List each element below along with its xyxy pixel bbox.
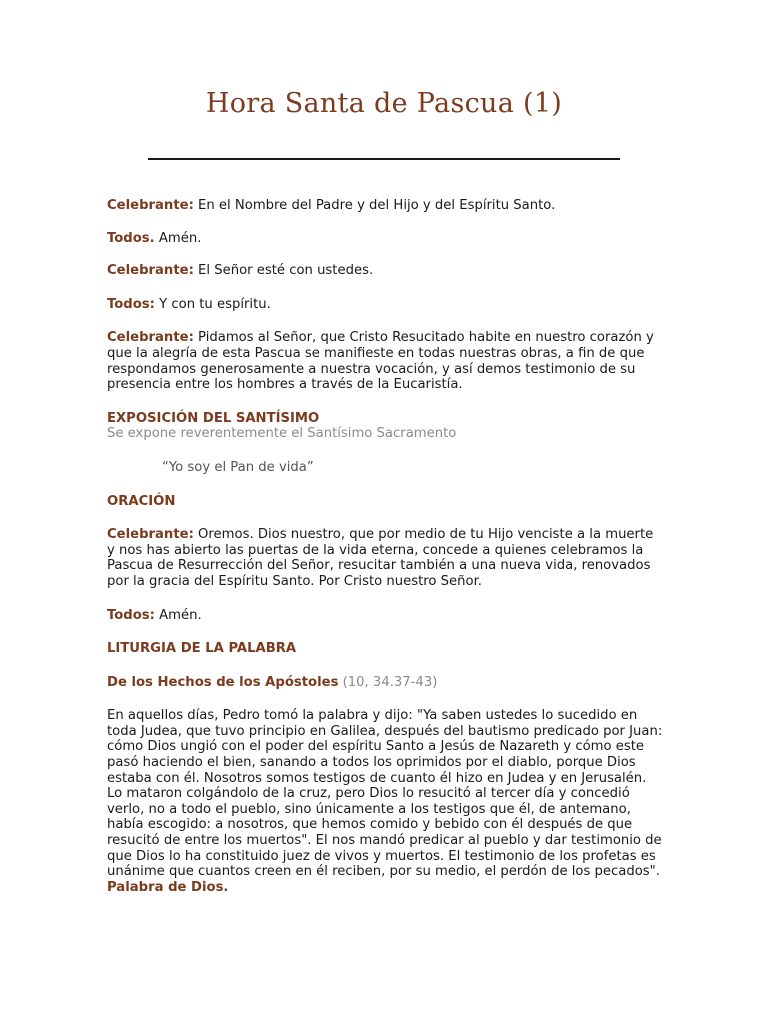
paragraph-celebrante-3 [107, 330, 663, 392]
paragraph-celebrante-4 [107, 527, 663, 589]
section-heading-exposicion: EXPOSICIÓN DEL SANTÍSIMO [107, 410, 320, 426]
title-divider [148, 158, 620, 160]
paragraph-celebrante-2 [107, 263, 663, 279]
paragraph-text: Amén. [154, 230, 202, 246]
paragraph-celebrante-1 [107, 198, 663, 214]
paragraph-text: En el Nombre del Padre y del Hijo y del Espíritu Santo. [193, 198, 556, 213]
paragraph-text: El Señor esté con ustedes. [193, 263, 374, 279]
document-body [107, 198, 663, 895]
speaker-label: Celebrante: [107, 198, 194, 213]
reading-closing: Palabra de Dios. [107, 879, 229, 895]
paragraph-text: Pidamos al Señor, que Cristo Resucitado habite en nuestro corazón y que la alegría de esta Pascua se manifieste en todas nuestras obras, a fin de que respondamos generosamente a nuestra vocación, y así demos testimonio de su presencia entre los hombres a través de la Eucaristía. [107, 330, 654, 393]
speaker-label: Todos. [107, 230, 155, 246]
quote-text: “Yo soy el Pan de vida” [162, 459, 314, 475]
speaker-label: Todos: [107, 607, 155, 623]
reading-paragraph [107, 708, 663, 895]
paragraph-text: Oremos. Dios nuestro, que por medio de tu Hijo venciste a la muerte y nos has abierto las puertas de la vida eterna, concede a quienes celebramos la Pascua de Resurrección del Señor, resucitar también a una nueva vida, renovados por la gracia del Espíritu Santo. Por Cristo nuestro Señor. [107, 527, 654, 589]
speaker-label: Celebrante: [107, 263, 194, 279]
paragraph-todos-3 [107, 608, 663, 624]
section-heading-liturgia: LITURGIA DE LA PALABRA [107, 641, 297, 657]
reading-text: En aquellos días, Pedro tomó la palabra y dijo: "Ya saben ustedes lo sucedido en toda Judea, que tuvo principio en Galilea, después del bautismo predicado por Juan: cómo Dios ungió con el poder del espíritu Santo a Jesús de Nazareth y cómo este pasó haciendo el bien, sanando a todos los oprimidos por el diablo, porque Dios estaba con él. Nosotros somos testigos de cuanto él hizo en Judea y en Jerusalén. Lo mataron colgándolo de la cruz, pero Dios lo resucitó al tercer día y concedió verlo, no a todo el pueblo, sino únicamente a los testigos que él, de antemano, había escogido: a nosotros, que hemos comido y bebido con él después de que resucitó de entre los muertos". El nos mandó predicar al pueblo y dar testimonio de que Dios lo ha constituido juez de vivos y muertos. El testimonio de los profetas es unánime que cuantos creen en él reciben, por su medio, el perdón de los pecados". [107, 708, 663, 880]
page-title: Hora Santa de Pascua (1) [205, 88, 563, 119]
reading-reference: (10, 34.37-43) [338, 674, 438, 690]
reading-title: De los Hechos de los Apóstoles [107, 674, 339, 690]
paragraph-text: Amén. [154, 607, 202, 623]
section-heading-oracion: ORACIÓN [107, 493, 176, 509]
paragraph-todos-1 [107, 231, 663, 247]
paragraph-text: Y con tu espíritu. [154, 296, 271, 312]
paragraph-todos-2 [107, 297, 663, 313]
speaker-label: Todos: [107, 296, 155, 312]
reading-header [107, 675, 663, 691]
rubric-text: Se expone reverentemente el Santísimo Sacramento [107, 426, 457, 442]
speaker-label: Celebrante: [107, 330, 194, 346]
speaker-label: Celebrante: [107, 527, 194, 543]
